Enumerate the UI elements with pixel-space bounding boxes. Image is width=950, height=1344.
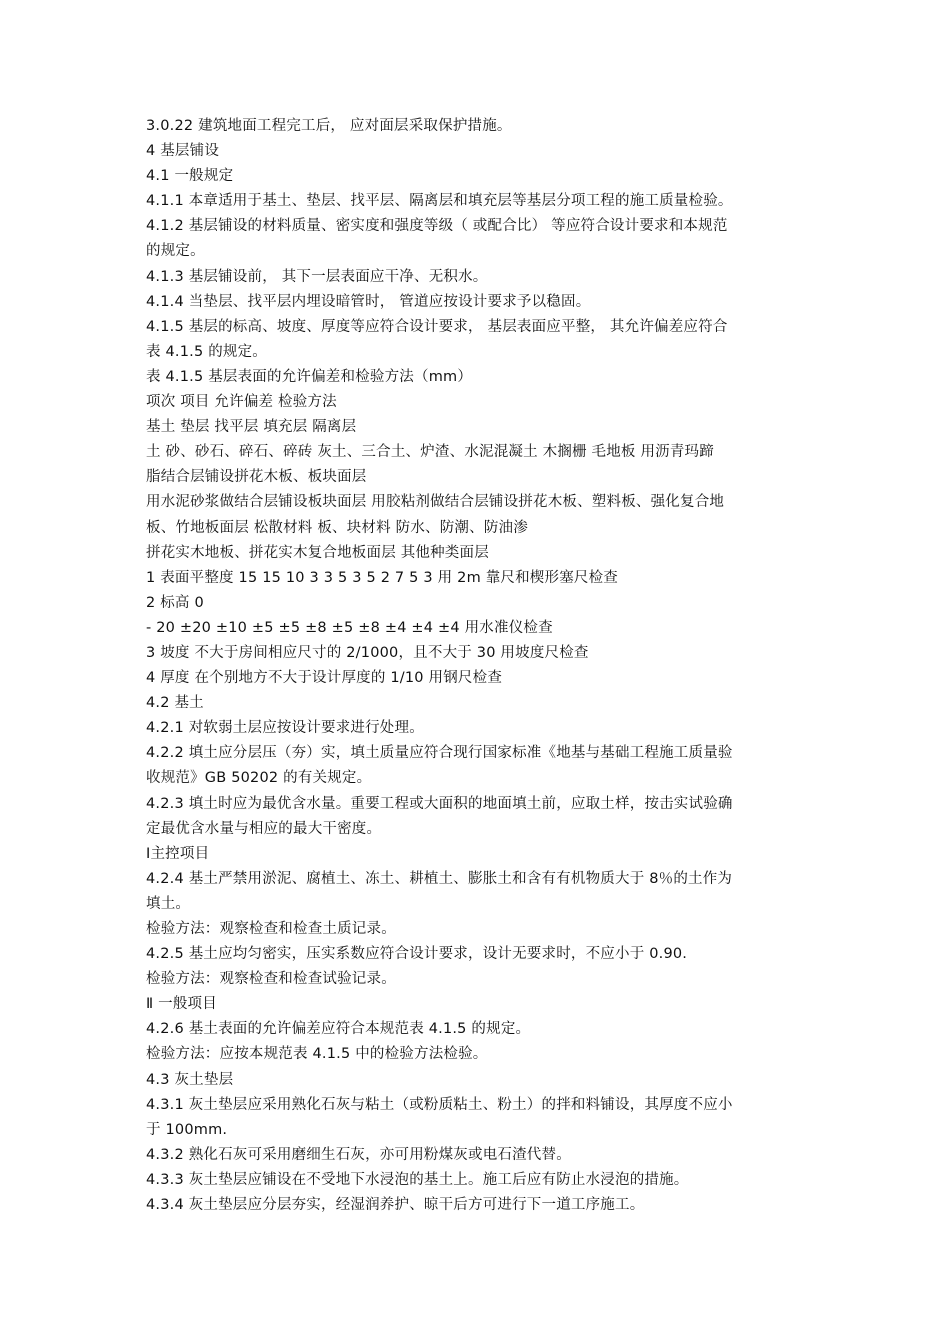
- text-line: 4.1 一般规定: [146, 168, 234, 185]
- text-line: 板、竹地板面层 松散材料 板、块材料 防水、防潮、防油渗: [146, 519, 528, 536]
- text-line: 土 砂、砂石、碎石、碎砖 灰土、三合土、炉渣、水泥混凝土 木搁栅 毛地板 用沥青玛蹄: [146, 444, 714, 461]
- text-line: 4.2.1 对软弱土层应按设计要求进行处理。: [146, 720, 424, 737]
- text-line: 检验方法：观察检查和检查土质记录。: [146, 921, 396, 937]
- text-line: 3 坡度 不大于房间相应尺寸的 2/1000，且不大于 30 用坡度尺检查: [146, 644, 589, 661]
- text-line: 3.0.22 建筑地面工程完工后， 应对面层采取保护措施。: [146, 118, 512, 134]
- text-line: 1 表面平整度 15 15 10 3 3 5 3 5 2 7 5 3 用 2m 靠尺和楔形塞尺检查: [146, 569, 619, 586]
- text-line: 4.1.5 基层的标高、坡度、厚度等应符合设计要求， 基层表面应平整， 其允许偏差应符合: [146, 318, 728, 335]
- text-line: 4.3 灰土垫层: [146, 1071, 234, 1088]
- text-line: 收规范》GB 50202 的有关规定。: [146, 770, 372, 787]
- text-line: 填土。: [146, 895, 191, 912]
- text-line: 定最优含水量与相应的最大干密度。: [146, 820, 382, 837]
- text-line: 4.3.4 灰土垫层应分层夯实，经湿润养护、晾干后方可进行下一道工序施工。: [146, 1197, 645, 1214]
- document-page: [146, 114, 810, 1218]
- text-line: 检验方法：应按本规范表 4.1.5 中的检验方法检验。: [146, 1046, 488, 1063]
- text-line: 2 标高 0: [146, 594, 204, 611]
- text-line: 4.3.1 灰土垫层应采用熟化石灰与粘土（或粉质粘土、粉土）的拌和料铺设，其厚度不应小: [146, 1096, 733, 1113]
- text-line: Ⅰ主控项目: [146, 845, 210, 862]
- text-line: 4.2.2 填土应分层压（夯）实，填土质量应符合现行国家标准《地基与基础工程施工质量验: [146, 745, 733, 762]
- text-line: - 20 ±20 ±10 ±5 ±5 ±8 ±5 ±8 ±4 ±4 ±4 用水准仪检查: [146, 619, 553, 636]
- text-line: 4.1.3 基层铺设前， 其下一层表面应干净、无积水。: [146, 268, 488, 285]
- text-line: 4.1.1 本章适用于基土、垫层、找平层、隔离层和填充层等基层分项工程的施工质量检验。: [146, 193, 733, 210]
- text-line: 4.2.5 基土应均匀密实，压实系数应符合设计要求，设计无要求时，不应小于 0.90.: [146, 946, 688, 963]
- text-line: 的规定。: [146, 243, 205, 260]
- text-line: Ⅱ 一般项目: [146, 996, 217, 1013]
- text-line: 4.2.4 基土严禁用淤泥、腐植土、冻土、耕植土、膨胀土和含有有机物质大于 8％的土作为: [146, 870, 733, 887]
- text-line: 4.1.4 当垫层、找平层内埋设暗管时， 管道应按设计要求予以稳固。: [146, 293, 591, 310]
- text-line: 4.1.2 基层铺设的材料质量、密实度和强度等级（ 或配合比） 等应符合设计要求和本规范: [146, 218, 728, 235]
- text-line: 表 4.1.5 的规定。: [146, 343, 268, 360]
- text-line: 表 4.1.5 基层表面的允许偏差和检验方法（mm）: [146, 368, 473, 385]
- text-line: 4.2.6 基土表面的允许偏差应符合本规范表 4.1.5 的规定。: [146, 1021, 531, 1038]
- text-line: 基土 垫层 找平层 填充层 隔离层: [146, 419, 357, 436]
- text-line: 脂结合层铺设拼花木板、板块面层: [146, 469, 367, 486]
- text-line: 于 100mm.: [146, 1121, 228, 1138]
- text-line: 4 基层铺设: [146, 143, 220, 160]
- text-line: 用水泥砂浆做结合层铺设板块面层 用胶粘剂做结合层铺设拼花木板、塑料板、强化复合地: [146, 494, 725, 511]
- text-line: 4.2 基土: [146, 695, 204, 712]
- text-line: 4.3.3 灰土垫层应铺设在不受地下水浸泡的基土上。施工后应有防止水浸泡的措施。: [146, 1171, 689, 1188]
- text-line: 4 厚度 在个别地方不大于设计厚度的 1/10 用钢尺检查: [146, 670, 503, 687]
- text-line: 4.3.2 熟化石灰可采用磨细生石灰，亦可用粉煤灰或电石渣代替。: [146, 1146, 571, 1163]
- text-line: 拼花实木地板、拼花实木复合地板面层 其他种类面层: [146, 544, 489, 561]
- text-line: 4.2.3 填土时应为最优含水量。重要工程或大面积的地面填土前，应取土样，按击实试验确: [146, 795, 733, 812]
- text-line: 项次 项目 允许偏差 检验方法: [146, 394, 337, 411]
- text-line: 检验方法：观察检查和检查试验记录。: [146, 971, 396, 988]
